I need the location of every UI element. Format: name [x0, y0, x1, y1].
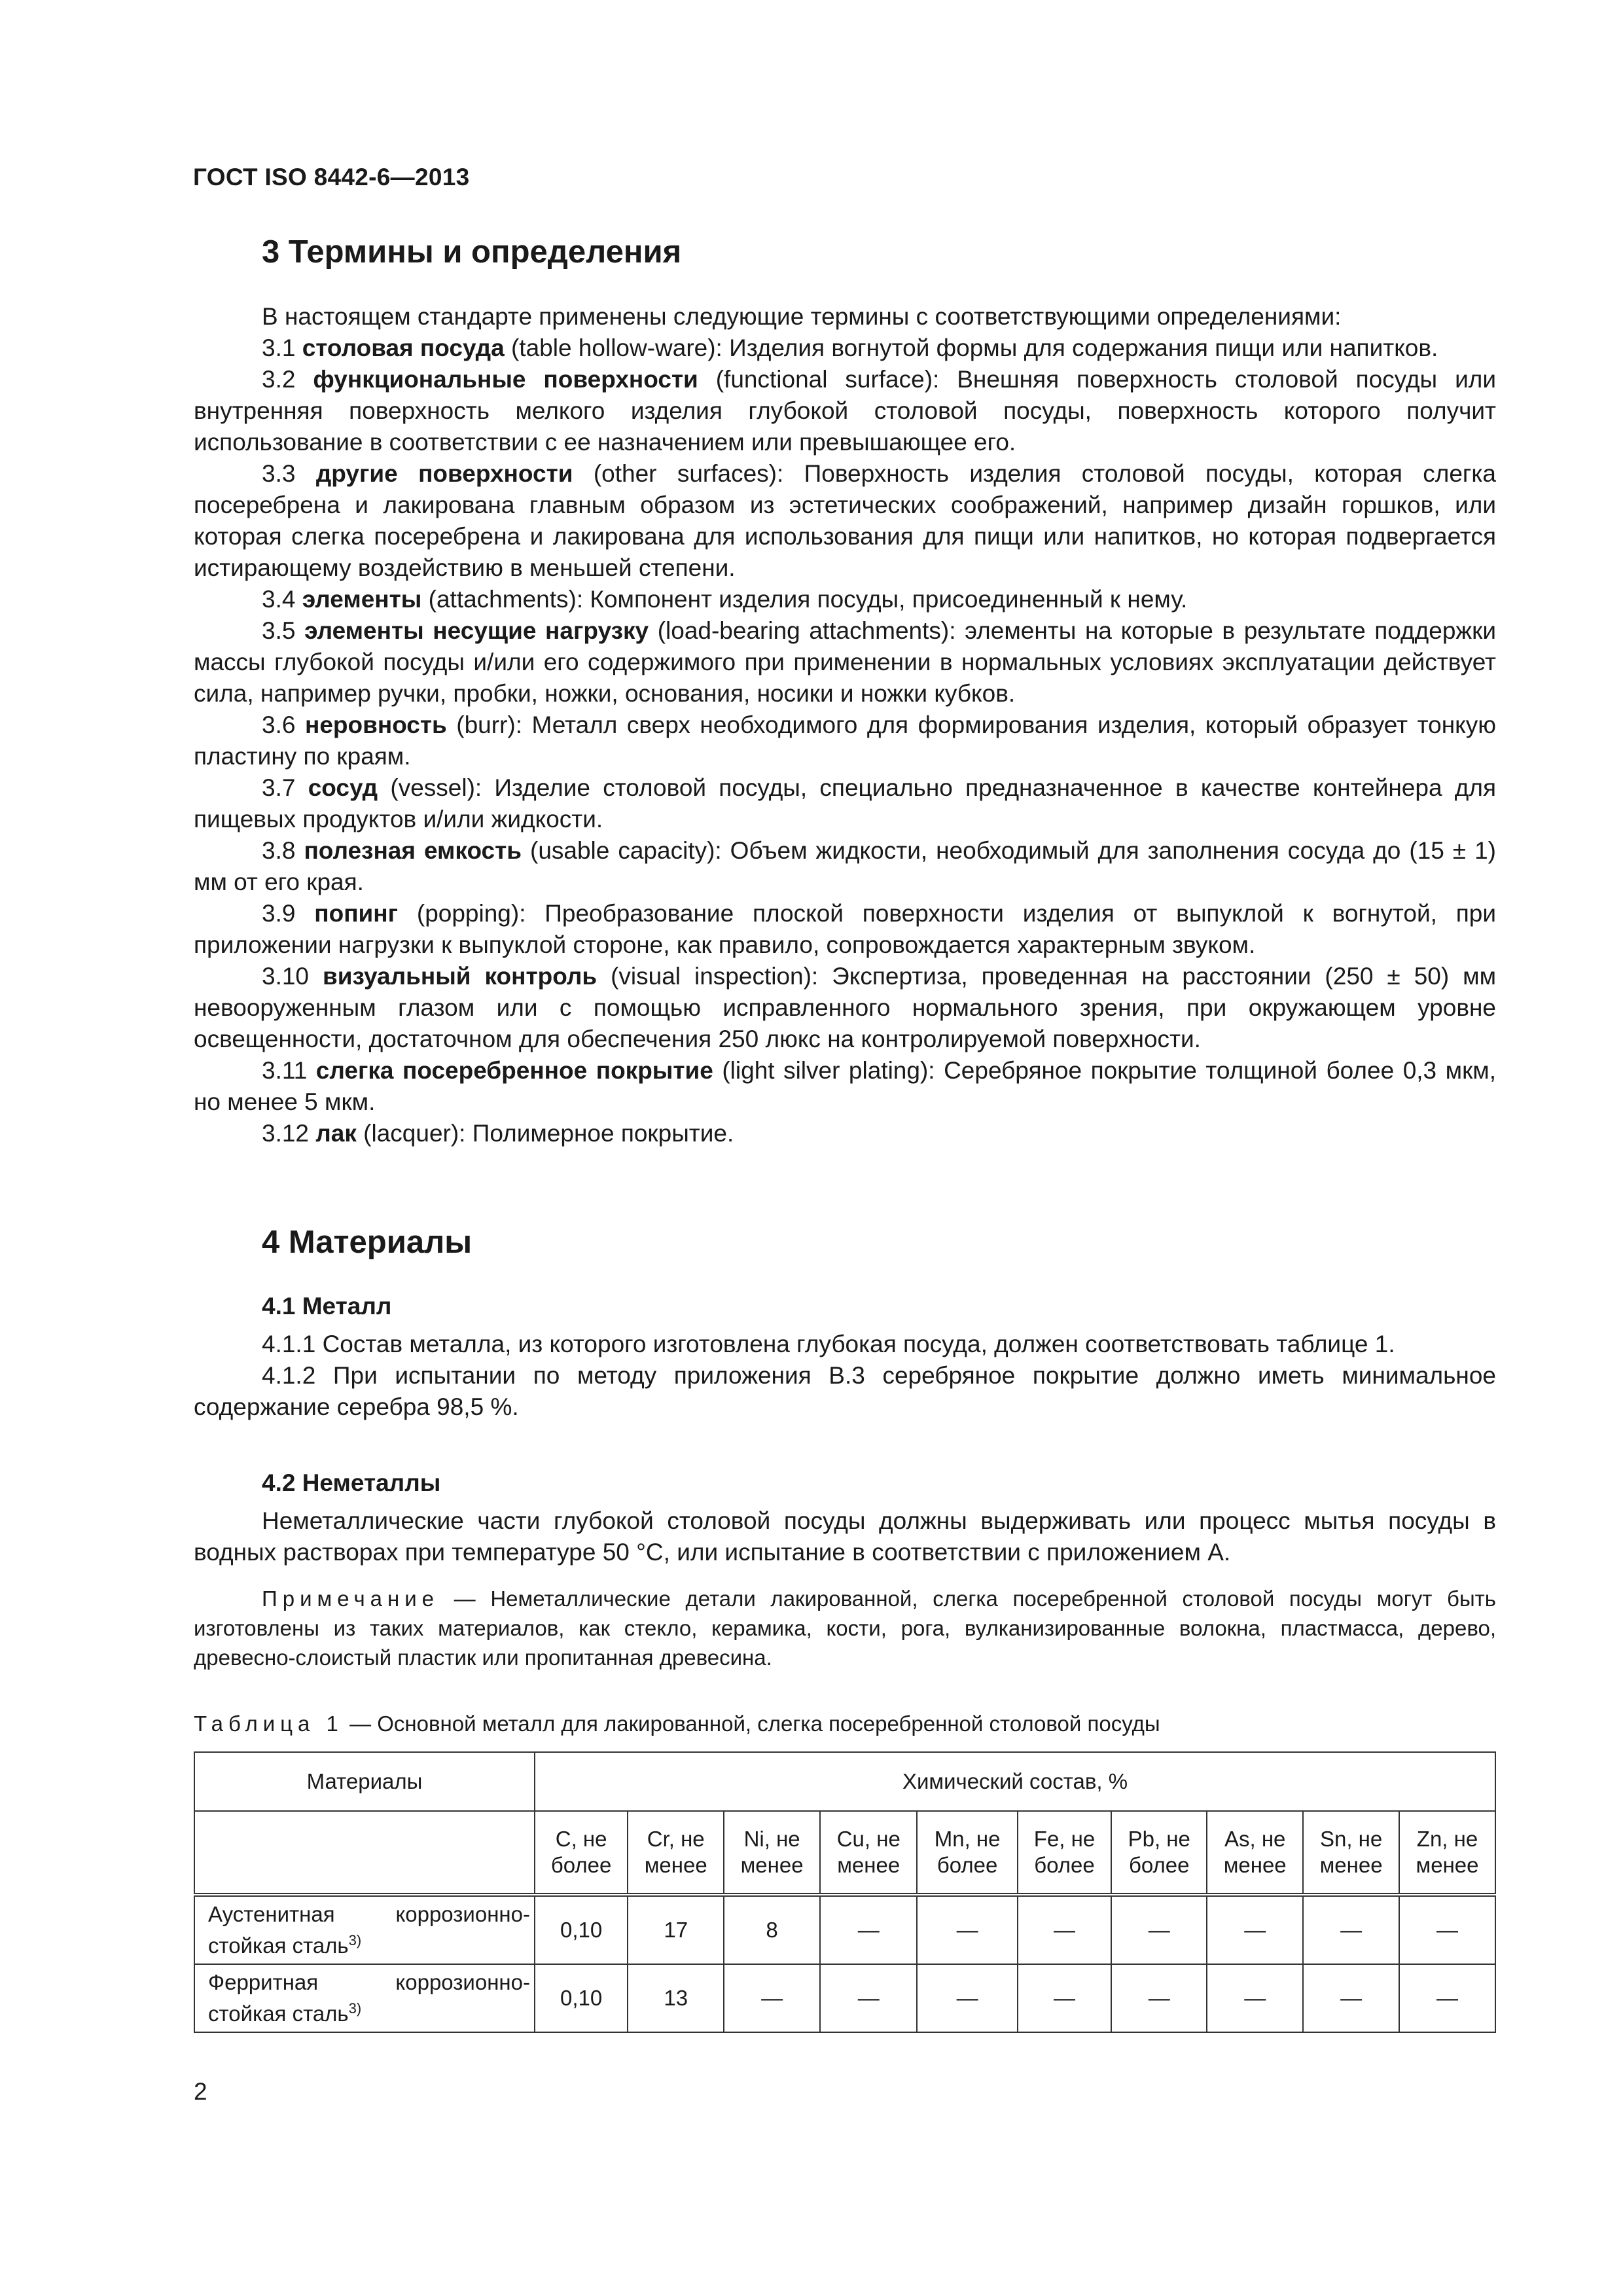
element-symbol: Sn, не [1319, 1827, 1383, 1851]
term-number: 3.3 [262, 460, 296, 487]
value-cell: — [724, 1964, 820, 2032]
term-name: визуальный контроль [322, 963, 597, 990]
term-definition-text: (load-bearing attachments): элементы на которые в результате поддержки массы глубокой посуды и/или его содержимого при применении в нормальных условиях эксплуатации действует сила, например ручки, пробки, ножки, основания, носики и ножки кубков. [194, 617, 1497, 707]
term-number: 3.7 [262, 774, 296, 801]
element-symbol: Zn, не [1416, 1827, 1478, 1851]
table-elements-row [194, 1811, 1495, 1895]
term-definition [194, 772, 1496, 835]
element-column-header [535, 1811, 628, 1895]
subsection-4-2-body [194, 1505, 1496, 1568]
element-limit: менее [1223, 1853, 1287, 1877]
element-column-header [1207, 1811, 1303, 1895]
page-number: 2 [194, 2078, 207, 2105]
paragraph-4-1-1: 4.1.1 Состав металла, из которого изготовлена глубокая посуда, должен соответствовать таблице 1. [262, 1331, 1395, 1357]
table-row [194, 1964, 1495, 2032]
element-symbol: As, не [1224, 1827, 1286, 1851]
term-definition-text: (visual inspection): Экспертиза, проведенная на расстоянии (250 ± 50) мм невооруженным глазом или с помощью исправленного нормального зрения, при окружающем уровне освещенности, достаточном для обеспечения 250 люкс на контролируемой поверхности. [194, 963, 1497, 1052]
term-definition [194, 835, 1496, 898]
material-name-cell [194, 1895, 535, 1964]
term-number: 3.10 [262, 963, 310, 990]
table-1-caption [194, 1712, 1160, 1736]
section-4-title: 4 Материалы [262, 1225, 473, 1260]
footnote-ref: 3) [348, 1932, 362, 1948]
material-name-line1: Ферритная коррозионно- [208, 1970, 530, 1994]
term-definition-text: (usable capacity): Объем жидкости, необходимый для заполнения сосуда до (15 ± 1) мм от его края. [194, 837, 1497, 895]
value-cell: — [917, 1895, 1017, 1964]
value-cell: — [1303, 1964, 1399, 2032]
term-number: 3.4 [262, 586, 296, 613]
term-name: сосуд [308, 774, 378, 801]
materials-header-blank [194, 1811, 535, 1895]
term-name: столовая посуда [302, 334, 505, 361]
value-cell: — [820, 1964, 917, 2032]
element-limit: менее [837, 1853, 901, 1877]
term-definition [194, 1055, 1496, 1118]
section-3-title: 3 Термины и определения [262, 234, 682, 270]
element-column-header [724, 1811, 820, 1895]
term-definition [194, 584, 1496, 615]
element-limit: менее [1319, 1853, 1383, 1877]
value-cell: — [820, 1895, 917, 1964]
element-symbol: Cr, не [647, 1827, 705, 1851]
paragraph-4-2: Неметаллические части глубокой столовой посуды должны выдерживать или процесс мытья посуды в водных растворах при температуре 50 °С, или испытание в соответствии с приложением А. [194, 1507, 1496, 1566]
value-cell: 17 [628, 1895, 724, 1964]
material-name-cell [194, 1964, 535, 2032]
term-definition-text: (popping): Преобразование плоской поверхности изделия от выпуклой к вогнутой, при приложении нагрузки к выпуклой стороне, как правило, сопровождается характерным звуком. [194, 900, 1496, 958]
element-column-header [1399, 1811, 1495, 1895]
term-definition [194, 332, 1496, 364]
term-name: другие поверхности [315, 460, 573, 487]
chem-composition-header: Химический состав, % [535, 1752, 1495, 1811]
element-symbol: Fe, не [1033, 1827, 1096, 1851]
term-definition-text: (attachments): Компонент изделия посуды, присоединенный к нему. [421, 586, 1188, 613]
value-cell: 0,10 [535, 1895, 628, 1964]
element-column-header [917, 1811, 1017, 1895]
term-number: 3.8 [262, 837, 296, 864]
term-definition-text: (vessel): Изделие столовой посуды, специально предназначенное в качестве контейнера для пищевых продуктов и/или жидкости. [194, 774, 1497, 833]
subsection-4-1-body [194, 1329, 1496, 1423]
term-number: 3.12 [262, 1120, 310, 1147]
table-1-label: Таблица 1 [194, 1712, 344, 1736]
subsection-4-1-title: 4.1 Металл [262, 1293, 392, 1319]
value-cell: — [917, 1964, 1017, 2032]
material-name-line2: стойкая сталь [208, 2001, 349, 2026]
element-limit: менее [644, 1853, 707, 1877]
footnote-ref: 3) [348, 2000, 362, 2017]
term-name: элементы [302, 586, 422, 613]
element-limit: более [1129, 1853, 1190, 1877]
value-cell: 0,10 [535, 1964, 628, 2032]
element-column-header [1303, 1811, 1399, 1895]
term-number: 3.5 [262, 617, 296, 644]
term-definition [194, 961, 1496, 1055]
term-definition-text: (functional surface): Внешняя поверхность столовой посуды или внутренняя поверхность мелкого изделия глубокой столовой посуды, поверхность которого получит использование в соответствии с ее назначением или превышающее его. [194, 366, 1496, 456]
paragraph-4-1-2: 4.1.2 При испытании по методу приложения В.3 серебряное покрытие должно иметь минимальное содержание серебра 98,5 %. [194, 1362, 1496, 1420]
term-name: слегка посеребренное покрытие [315, 1057, 713, 1084]
term-name: неровность [304, 711, 447, 738]
value-cell: — [1207, 1895, 1303, 1964]
term-definition [194, 1118, 1496, 1149]
section-3-intro: В настоящем стандарте применены следующие термины с соответствующими определениями: [262, 303, 1342, 330]
value-cell: — [1303, 1895, 1399, 1964]
element-symbol: C, не [555, 1827, 607, 1851]
value-cell: — [1399, 1964, 1495, 2032]
table-row [194, 1895, 1495, 1964]
term-name: полезная емкость [304, 837, 522, 864]
element-limit: более [1034, 1853, 1095, 1877]
term-number: 3.9 [262, 900, 296, 927]
value-cell: 13 [628, 1964, 724, 2032]
term-definition [194, 615, 1496, 709]
value-cell: — [1111, 1895, 1207, 1964]
term-definition-text: (burr): Металл сверх необходимого для формирования изделия, который образует тонкую пластину по краям. [194, 711, 1497, 770]
term-number: 3.1 [262, 334, 296, 361]
subsection-4-2-title: 4.2 Неметаллы [262, 1469, 441, 1496]
value-cell: — [1111, 1964, 1207, 2032]
term-name: попинг [314, 900, 399, 927]
element-limit: более [550, 1853, 612, 1877]
term-name: лак [315, 1120, 357, 1147]
element-symbol: Mn, не [934, 1827, 1001, 1851]
element-symbol: Ni, не [743, 1827, 800, 1851]
term-definition [194, 458, 1496, 584]
material-name-line1: Аустенитная коррозионно- [208, 1902, 530, 1926]
element-column-header [1018, 1811, 1112, 1895]
element-column-header [628, 1811, 724, 1895]
term-definition [194, 364, 1496, 458]
note-label: Примечание [262, 1587, 440, 1611]
materials-column-header: Материалы [194, 1752, 535, 1811]
note-text: — Неметаллические детали лакированной, слегка посеребренной столовой посуды могут быть изготовлены из таких материалов, как стекло, керамика, кости, рога, вулканизированные волокна, пластмасса, дерево, древесно-слоистый пластик или пропитанная древесина. [194, 1587, 1496, 1670]
term-definition-text: (light silver plating): Серебряное покрытие толщиной более 0,3 мкм, но менее 5 мкм. [194, 1057, 1496, 1115]
element-column-header [820, 1811, 917, 1895]
section-3-body [194, 301, 1496, 1149]
term-number: 3.6 [262, 711, 296, 738]
note-paragraph [194, 1584, 1496, 1672]
element-limit: менее [1416, 1853, 1479, 1877]
element-symbol: Cu, не [836, 1827, 901, 1851]
term-number: 3.11 [262, 1057, 308, 1084]
table-1-caption-text: — Основной металл для лакированной, слегка посеребренной столовой посуды [343, 1712, 1160, 1736]
table-header-row [194, 1752, 1495, 1811]
element-limit: более [936, 1853, 998, 1877]
value-cell: — [1018, 1895, 1112, 1964]
value-cell: — [1399, 1895, 1495, 1964]
term-name: элементы несущие нагрузку [304, 617, 649, 644]
element-limit: менее [740, 1853, 804, 1877]
material-name-line2: стойкая сталь [208, 1933, 349, 1958]
element-column-header [1111, 1811, 1207, 1895]
value-cell: — [1018, 1964, 1112, 2032]
standard-header: ГОСТ ISO 8442-6—2013 [193, 164, 470, 190]
term-definition [194, 709, 1496, 772]
materials-table [194, 1751, 1496, 2033]
value-cell: 8 [724, 1895, 820, 1964]
term-definition [194, 898, 1496, 961]
term-name: функциональные поверхности [313, 366, 698, 393]
element-symbol: Pb, не [1128, 1827, 1190, 1851]
term-number: 3.2 [262, 366, 296, 393]
term-definition-text: (lacquer): Полимерное покрытие. [356, 1120, 734, 1147]
value-cell: — [1207, 1964, 1303, 2032]
term-definition-text: (other surfaces): Поверхность изделия столовой посуды, которая слегка посеребрена и лакирована главным образом из эстетических соображений, например дизайн горшков, или которая слегка посеребрена и лакирована для использования для пищи или напитков, но которая подвергается истирающему воздействию в меньшей степени. [194, 460, 1497, 581]
term-definition-text: (table hollow-ware): Изделия вогнутой формы для содержания пищи или напитков. [504, 334, 1438, 361]
